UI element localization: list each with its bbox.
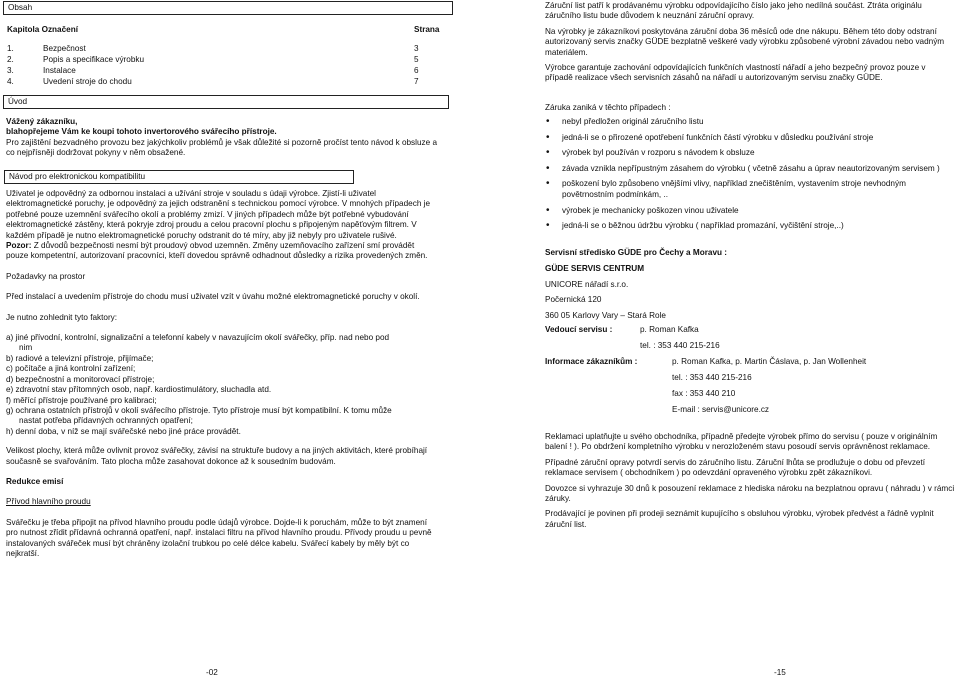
service-line: 360 05 Karlovy Vary – Stará Role xyxy=(545,311,666,321)
emc-paragraph: Uživatel je odpovědný za odbornou instalaci a užívání stroje v souladu s údaji výrobce. Zjistí-li uživatel elektromagnetické poruchy, je odpovědný za jejich odstranění s technickou pomocí výrobce. V mnohých případech je potřebné pouze uzemnění svářecího okolí a problémy zmizí. V jiných případech může být potřebné vybudování elektromagnetické zástěny, která pokryje zdroj proudu a celou pracovní plochu s připojeným napěťovým filtrem. V každém případě je nutno elektromagnetické poruchy odstranit do té míry, aby již nebyly pro uživatele rušivé. xyxy=(6,189,431,240)
factor-item: d) bezpečnostní a monitorovací přístroje; xyxy=(6,374,155,384)
obsah-label: Obsah xyxy=(3,1,453,15)
claims-paragraph-3: Dovozce si vyhrazuje 30 dnů k posouzení reklamace z hlediska nároku na bezplatnou opravu ( náhradu ) v rámci záruky. xyxy=(545,483,955,504)
expiry-list-wrap xyxy=(544,117,954,237)
area-paragraph-2: Je nutno zohlednit tyto faktory: xyxy=(6,312,118,322)
claims-paragraph-2: Případné záruční opravy potvrdí servis do záručního listu. Záruční lhůta se prodlužuje o dobu od převzetí reklamace servisem ( obchodníkem ) po odevzdání opraveného výrobku zpět zákazníkovi. xyxy=(545,457,926,478)
expiry-item: • nebyl předložen originál záručního listu xyxy=(544,117,954,128)
expiry-item: • poškození bylo způsobeno vnějšími vlivy, například znečištěním, vystavením stroje nevhodným povětrnostním podmínkám, .. xyxy=(544,179,954,200)
toc-item-page: 5 xyxy=(414,55,419,64)
factor-item: nastat potřeba přídavných ochranných opatření; xyxy=(19,416,193,426)
emc-label: Návod pro elektronickou kompatibilitu xyxy=(4,170,354,184)
toc-item-page: 6 xyxy=(414,66,419,75)
expiry-title: Záruka zaniká v těchto případech : xyxy=(545,103,671,112)
info-fax: fax : 353 440 210 xyxy=(672,389,736,398)
intro-paragraph: Pro zajištění bezvadného provozu bez jakýchkoliv problémů je však důležité si pozorně pročíst tento návod k obsluze a co nejpřísněji dodržovat pokyny v něm obsažené. xyxy=(6,137,437,158)
factor-item: g) ochrana ostatních přístrojů v okolí svářecího přístroje. Tyto přístroje musí být kompatibilní. K tomu může xyxy=(6,405,392,415)
info-label: Informace zákazníkům : xyxy=(545,357,638,366)
mains-title: Přívod hlavního proudu xyxy=(6,497,91,507)
manager-name: p. Roman Kafka xyxy=(640,325,699,334)
factor-item: f) měřící přístroje používané pro kalibraci; xyxy=(6,395,157,405)
warranty-paragraph-3: Výrobce garantuje zachování odpovídajících funkčních vlastností nářadí a jeho bezpečný provoz pouze v případě realizace všech servisních zásahů na nářadí u autorizovaným servisu značky GÜDE. xyxy=(545,63,926,83)
toc-item-title: Instalace xyxy=(43,66,76,75)
emc-warning xyxy=(6,241,438,262)
emc-section xyxy=(6,189,438,559)
service-name: GÜDE SERVIS CENTRUM xyxy=(545,263,645,273)
area-paragraph-1: Před instalací a uvedením přístroje do chodu musí uživatel vzít v úvahu možné elektromagnetické poruchy v okolí. xyxy=(6,292,420,302)
service-line: Počernická 120 xyxy=(545,295,602,305)
warranty-paragraph-2: Na výrobky je zákazníkovi poskytována záruční doba 36 měsíců ode dne nákupu. Během této doby odstraní autorizovaný servis značky GÜDE bezplatně veškeré vady výrobku způsobené výrobní závadou nebo vadným materiálem. xyxy=(545,26,945,57)
mains-paragraph: Svářečku je třeba připojit na přívod hlavního proudu podle údajů výrobce. Dojde-li k poruchám, může to být znamení pro nutnost zřídit přídavná ochranná opatření, např. instalaci filtru na přívod hlavního proudu. Přívody proudu u pevně instalovaných svářeček musí být chráněny izolační trubkou po celé délce kabelu. Svářecí kabely by měly být co nejkratší. xyxy=(6,517,432,558)
toc-item[interactable] xyxy=(7,55,447,66)
emc-warning-label: Pozor: xyxy=(6,241,32,251)
warranty-paragraph-1: Záruční list patří k prodávanému výrobku odpovídajícího číslo jako jeho nedílná součást. Ztráta originálu záručního listu bude důvodem k neuznání záruční opravy. xyxy=(545,1,922,21)
toc-item-number: 3. xyxy=(7,66,14,75)
toc-item-page: 3 xyxy=(414,44,419,53)
expiry-item: • závada vznikla nepřípustným zásahem do výrobku ( včetně zásahu a úprav neautorizovaným servisem ) xyxy=(544,164,954,175)
factor-item: nim xyxy=(19,343,33,353)
emc-warning-text: Z důvodů bezpečnosti nesmí být proudový obvod uzemněn. Změny uzemňovacího zařízení smí provádět pouze kompetentní, autorizovaní pracovníci, kteří dovedou správně odhadnout důsledky a rizika provedených změn. xyxy=(6,241,428,261)
toc-header-page: Strana xyxy=(414,25,440,34)
right-page-number: -15 xyxy=(774,668,786,677)
expiry-item: • jedná-li se o běžnou údržbu výrobku ( například promazání, vyčištění stroje,..) xyxy=(544,221,954,232)
factor-item: a) jiné přívodní, kontrolní, signalizační a telefonní kabely v navazujícím okolí svářečky, příp. nad nebo pod xyxy=(6,333,390,343)
service-line: UNICORE nářadí s.r.o. xyxy=(545,279,629,289)
info-email[interactable]: E-mail : servis@unicore.cz xyxy=(672,405,770,414)
factor-list xyxy=(6,333,438,437)
toc-item-page: 7 xyxy=(414,77,419,86)
claims-section xyxy=(545,432,957,530)
left-body xyxy=(6,117,438,159)
service-block xyxy=(545,248,955,327)
claims-paragraph-4: Prodávající je povinen při prodeji seznámit kupujícího s obsluhou výrobku, výrobek předvést a řádně vyplnit záruční list. xyxy=(545,509,934,529)
factor-item: b) radiové a televizní přístroje, přijímače; xyxy=(6,353,154,363)
toc-item-number: 1. xyxy=(7,44,14,53)
factor-item: c) počítače a jiná kontrolní zařízení; xyxy=(6,364,136,374)
info-tel: tel. : 353 440 215-216 xyxy=(672,373,752,382)
expiry-item: • výrobek je mechanicky poškozen vinou uživatele xyxy=(544,206,954,217)
toc-item[interactable] xyxy=(7,77,447,88)
expiry-list xyxy=(544,117,954,232)
toc-item-number: 4. xyxy=(7,77,14,86)
toc-header-title: Kapitola Označení xyxy=(7,25,78,34)
toc-item-title: Popis a specifikace výrobku xyxy=(43,55,145,64)
expiry-item: • výrobek byl používán v rozporu s návodem k obsluze xyxy=(544,148,954,159)
claims-paragraph-1: Reklamaci uplatňujte u svého obchodníka, případně předejte výrobek přímo do servisu ( pouze v originálním balení ! ). Po obdržení kompletního výrobku v nerozloženém stavu posoudí servis oprávněnost reklamace. xyxy=(545,432,938,452)
manager-label: Vedoucí servisu : xyxy=(545,325,613,334)
expiry-item: • jedná-li se o přirozené opotřebení funkčních částí výrobku v důsledku používání stroje xyxy=(544,133,954,144)
toc-item-title: Bezpečnost xyxy=(43,44,86,53)
reduction-title: Redukce emisí xyxy=(6,476,64,486)
factor-item: h) denní doba, v níž se mají svářečské nebo jiné práce provádět. xyxy=(6,426,241,436)
toc-item[interactable] xyxy=(7,66,447,77)
area-title: Požadavky na prostor xyxy=(6,271,86,281)
area-paragraph-3: Velikost plochy, která může ovlivnit provoz svářečky, závisí na struktuře budovy a na jiných aktivitách, které probíhají současně se svařováním. Tato plocha může zasahovat dokonce až k sousedním budovám. xyxy=(6,446,428,466)
toc-item[interactable] xyxy=(7,44,447,55)
factor-item: e) zdravotní stav přítomných osob, např. kardiostimulátory, sluchadla atd. xyxy=(6,385,272,395)
toc-item-title: Uvedení stroje do chodu xyxy=(43,77,132,86)
greeting-line-2: blahopřejeme Vám ke koupi tohoto invertorového svářecího přístroje. xyxy=(6,127,277,137)
warranty-intro xyxy=(545,1,955,84)
greeting-line-1: Vážený zákazníku, xyxy=(6,117,78,126)
uvod-label: Úvod xyxy=(3,95,449,109)
left-page-number: -02 xyxy=(206,668,218,677)
toc-item-number: 2. xyxy=(7,55,14,64)
toc-header xyxy=(7,25,447,36)
service-title: Servisní středisko GÜDE pro Čechy a Moravu : xyxy=(545,248,727,257)
info-names: p. Roman Kafka, p. Martin Čáslava, p. Jan Wollenheit xyxy=(672,357,867,366)
manager-tel: tel. : 353 440 215-216 xyxy=(640,341,720,350)
